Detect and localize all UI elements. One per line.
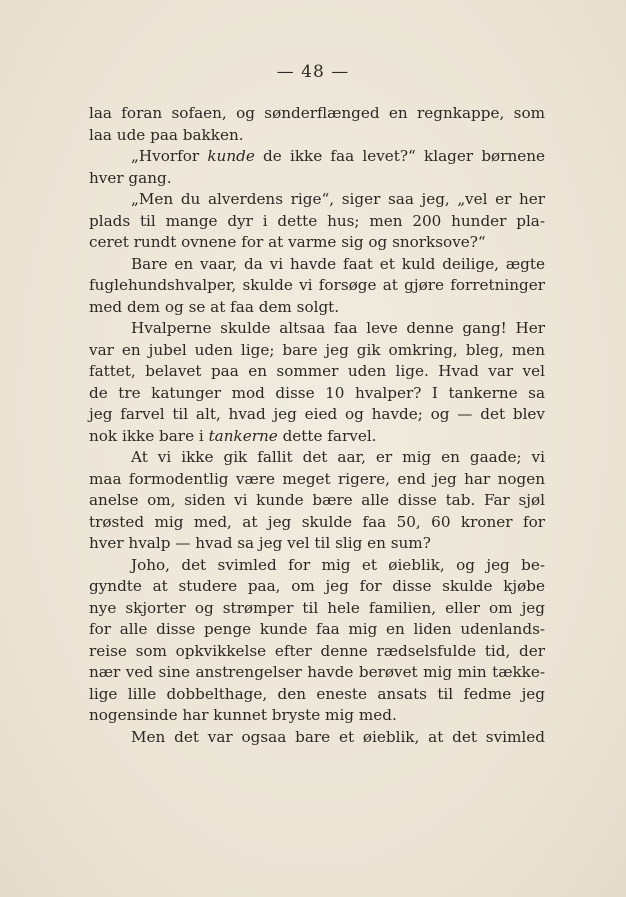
text-line: gyndte at studere paa, om jeg for disse skulde kjøbe [89, 577, 545, 595]
text-line: maa formodentlig være meget rigere, end jeg har nogen [89, 469, 545, 488]
text-line: for alle disse penge kunde faa mig en liden udenlands- [89, 620, 545, 638]
text-line: anelse om, siden vi kunde bære alle disse tab. Far sjøl [89, 491, 545, 509]
italic-word: tankerne [208, 426, 278, 445]
text-line: Men det var ogsaa bare et øieblik, at det svimled [131, 727, 545, 746]
text-line [89, 426, 545, 448]
text-line: lige lille dobbelthage, den eneste ansats til fedme jeg [89, 684, 545, 703]
text-span: nok ikke bare i [89, 426, 209, 445]
text-span: dette farvel. [277, 426, 377, 445]
text-line: At vi ikke gik fallit det aar, er mig en gaade; vi [131, 448, 545, 466]
body-text [89, 103, 545, 748]
text-line: ceret rundt ovnene for at varme sig og snorksove?“ [89, 233, 486, 251]
text-line: reise som opkvikkelse efter denne rædselsfulde tid, der [89, 641, 545, 660]
text-line: hver gang. [89, 168, 172, 187]
text-line: med dem og se at faa dem solgt. [89, 297, 340, 316]
text-line: fuglehundshvalper, skulde vi forsøge at gjøre forretninger [89, 276, 545, 294]
text-line: nye skjorter og strømper til hele familien, eller om jeg [89, 598, 545, 617]
text-line: nogensinde har kunnet bryste mig med. [89, 706, 397, 724]
text-line: Joho, det svimled for mig et øieblik, og jeg be- [131, 555, 545, 574]
text-span: „Hvorfor [131, 147, 208, 165]
text-line: var en jubel uden lige; bare jeg gik omkring, bleg, men [89, 340, 545, 359]
text-line: de tre katunger mod disse 10 hvalper? I tankerne sa [89, 383, 545, 402]
text-line: nær ved sine anstrengelser havde berøvet mig min tække- [89, 663, 545, 681]
text-span: de ikke faa levet?“ klager børnene [254, 147, 545, 165]
text-line: laa ude paa bakken. [89, 125, 244, 144]
text-line [89, 146, 545, 168]
text-line: laa foran sofaen, og sønderflænged en regnkappe, som [89, 104, 545, 122]
text-line: fattet, belavet paa en sommer uden lige. Hvad var vel [89, 362, 545, 380]
page-number: — 48 — [276, 62, 350, 82]
text-line: „Men du alverdens rige“, siger saa jeg, „vel er her [131, 190, 545, 208]
italic-word: kunde [207, 147, 255, 165]
text-line: Hvalperne skulde altsaa faa leve denne gang! Her [131, 319, 545, 337]
text-line: hver hvalp — hvad sa jeg vel til slig en sum? [89, 534, 431, 552]
text-line: trøsted mig med, at jeg skulde faa 50, 60 kroner for [89, 512, 545, 531]
text-line: jeg farvel til alt, hvad jeg eied og havde; og — det blev [89, 405, 545, 423]
text-line: plads til mange dyr i dette hus; men 200 hunder pla- [89, 211, 545, 230]
text-line: Bare en vaar, da vi havde faat et kuld deilige, ægte [131, 254, 545, 273]
